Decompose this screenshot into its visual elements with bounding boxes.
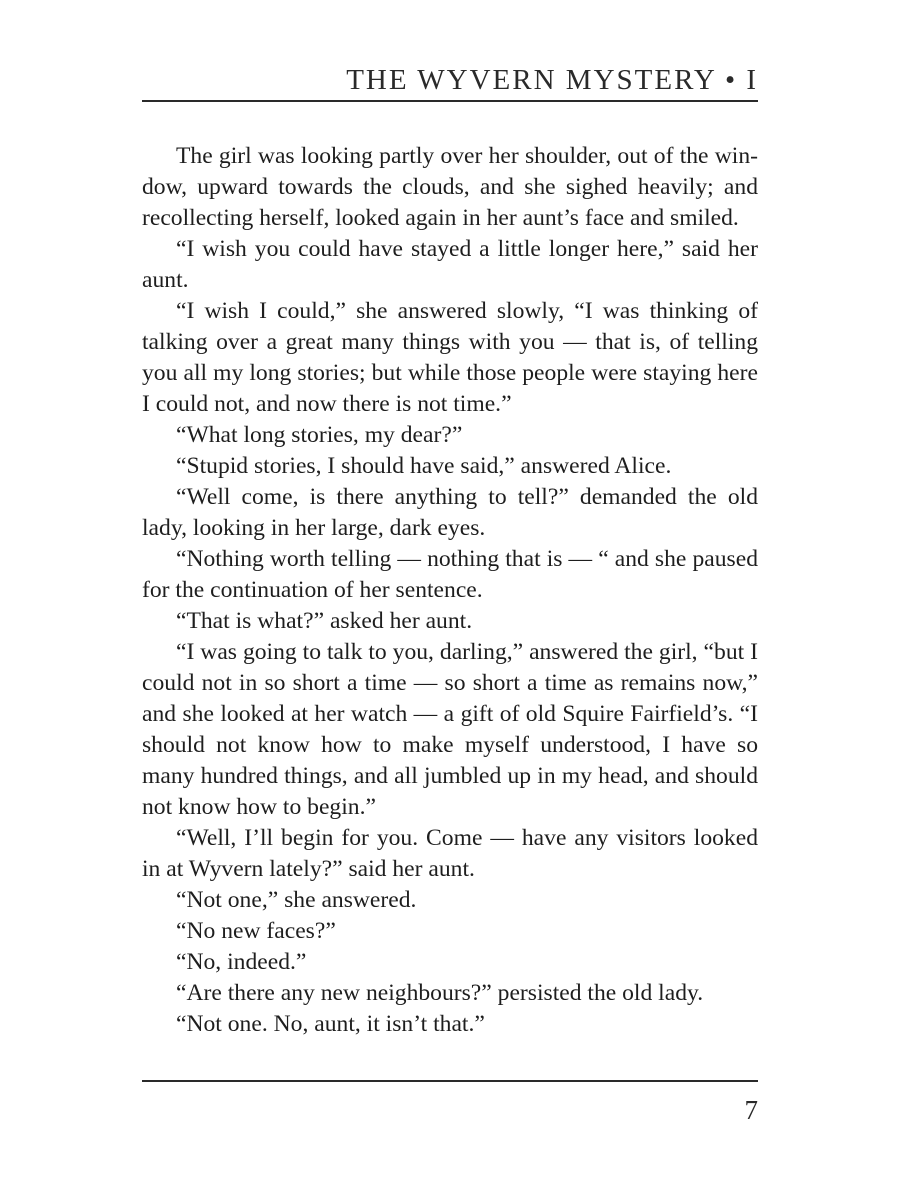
page-number: 7: [744, 1095, 758, 1125]
paragraph: “Stupid stories, I should have said,” answered Alice.: [176, 453, 672, 479]
paragraph: “Not one. No, aunt, it isn’t that.”: [176, 1011, 485, 1037]
paragraph: “No new faces?”: [176, 918, 336, 944]
running-header: [142, 62, 758, 102]
body-text: [142, 141, 758, 1040]
paragraph: The girl was looking partly over her shoulder, out of the window, upward towards the clouds, and she sighed heavily; and recollecting herself, looked again in her aunt’s face and smiled.: [142, 143, 758, 231]
paragraph: “Not one,” she answered.: [176, 887, 417, 913]
paragraph: “What long stories, my dear?”: [176, 422, 463, 448]
paragraph: “I wish I could,” she answered slowly, “I was thinking of talking over a great many things with you — that is, of telling you all my long stories; but while those people were staying here I could not, and now there is not time.”: [142, 298, 758, 417]
paragraph: “No, indeed.”: [176, 949, 307, 975]
paragraph: “I wish you could have stayed a little longer here,” said her aunt.: [142, 236, 758, 293]
paragraph: “Are there any new neighbours?” persisted the old lady.: [176, 980, 704, 1006]
paragraph: “I was going to talk to you, darling,” answered the girl, “but I could not in so short a time — so short a time as remains now,” and she looked at her watch — a gift of old Squire Fairfield’s. “I should not know how to make myself understood, I have so many hundred things, and all jumbled up in my head, and should not know how to begin.”: [142, 639, 758, 820]
paragraph: “Well, I’ll begin for you. Come — have any visitors looked in at Wyvern lately?” said her aunt.: [142, 825, 758, 882]
paragraph: “Nothing worth telling — nothing that is — “ and she paused for the continuation of her sentence.: [142, 546, 758, 603]
footer-rule: [142, 1080, 758, 1082]
running-title: THE WYVERN MYSTERY • I: [346, 64, 758, 96]
header-rule: [142, 100, 758, 102]
paragraph: “Well come, is there anything to tell?” demanded the old lady, looking in her large, dark eyes.: [142, 484, 758, 541]
paragraph: “That is what?” asked her aunt.: [176, 608, 473, 634]
